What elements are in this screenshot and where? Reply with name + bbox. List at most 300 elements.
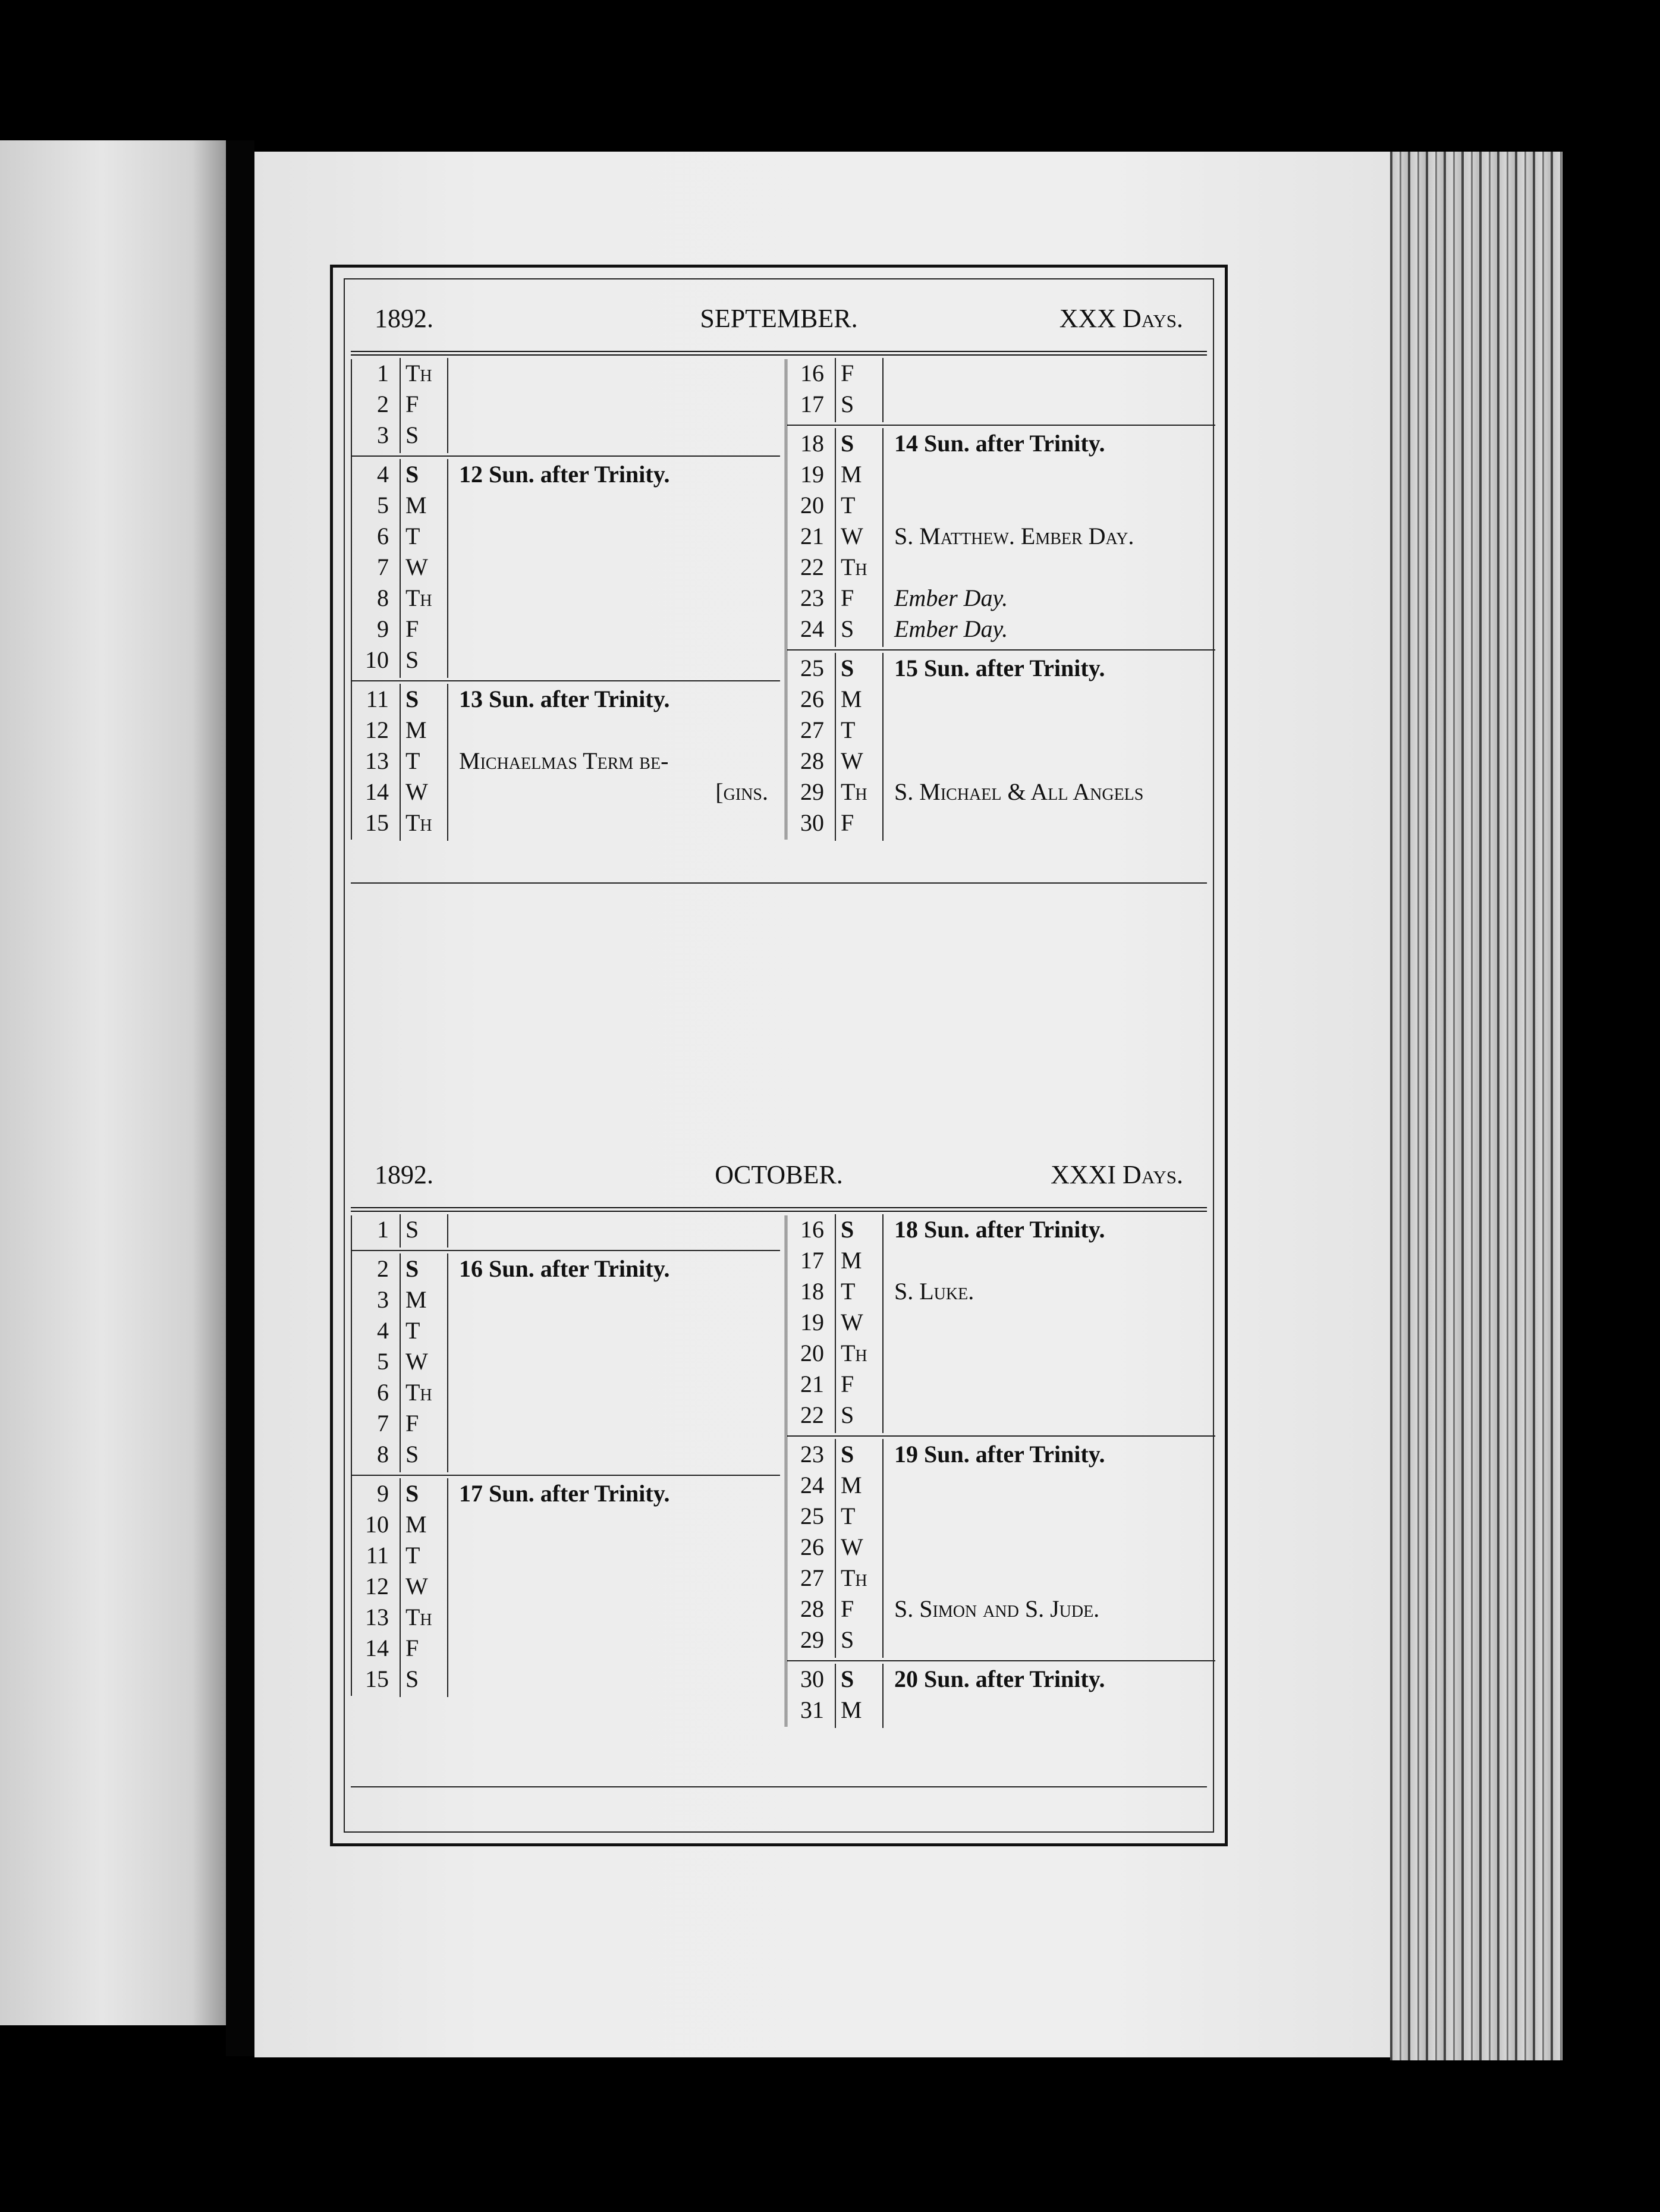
weekday-letter: T [841,1503,856,1529]
calendar-day-row [787,747,1215,778]
day-number: 10 [365,646,389,673]
weekday-letter: Th [841,778,867,805]
month-footer-rule [351,1786,1207,1787]
weekday-letter: S [405,1216,419,1243]
day-number: 21 [800,1371,824,1397]
weekday-letter: M [841,1472,862,1498]
column-divider [882,1276,884,1309]
day-number: 8 [377,1441,389,1468]
week-separator [352,1250,780,1251]
day-number: 24 [800,1472,824,1498]
day-number: 6 [377,1379,389,1406]
weekday-letter: S [405,461,419,488]
day-number: 25 [800,655,824,681]
weekday-letter: S [841,1626,854,1653]
column-divider [882,521,884,554]
day-number: 12 [365,1573,389,1600]
column-divider [882,1214,884,1248]
header-month: OCTOBER. [715,1160,843,1189]
column-divider [447,490,448,523]
day-number: 30 [800,1666,824,1692]
day-number: 14 [365,778,389,805]
column-divider [400,715,401,748]
column-divider [400,1602,401,1635]
day-number: 29 [800,778,824,805]
weekday-letter: S [405,646,419,673]
column-divider [400,1346,401,1380]
day-note: 15 Sun. after Trinity. [894,655,1105,681]
day-number: 2 [377,1255,389,1282]
column-divider [400,1253,401,1287]
calendar-day-row [352,1378,780,1409]
weekday-letter: Th [405,360,432,387]
day-number: 16 [800,1216,824,1243]
column-divider [400,420,401,453]
column-divider [400,684,401,717]
column-divider [447,1633,448,1666]
calendar-column-right [785,359,1215,840]
weekday-letter: Th [841,1340,867,1366]
header-days: XXX Days. [1059,304,1183,333]
day-number: 28 [800,747,824,774]
column-divider [882,490,884,523]
calendar-day-row [352,1479,780,1510]
day-number: 19 [800,461,824,488]
calendar-day-row [787,460,1215,491]
column-divider [400,1284,401,1318]
column-divider [400,746,401,779]
column-divider [882,684,884,717]
day-number: 3 [377,1286,389,1313]
weekday-letter: T [841,717,856,743]
column-divider [835,521,836,554]
column-divider [835,490,836,523]
calendar-day-row [787,1246,1215,1277]
column-divider [400,521,401,554]
column-divider [882,1563,884,1596]
day-number: 27 [800,1564,824,1591]
week-separator [787,1435,1215,1437]
day-number: 27 [800,717,824,743]
column-divider [835,1625,836,1658]
calendar-day-row [352,747,780,778]
column-divider [400,1664,401,1697]
day-number: 11 [366,1542,389,1569]
column-divider [882,1594,884,1627]
day-number: 23 [800,1441,824,1468]
column-divider [447,614,448,647]
day-number: 23 [800,585,824,611]
weekday-letter: T [841,1278,856,1305]
column-divider [447,807,448,841]
weekday-letter: Th [405,1379,432,1406]
column-divider [835,1369,836,1402]
weekday-letter: T [405,523,420,549]
weekday-letter: W [405,1573,428,1600]
day-number: 20 [800,1340,824,1366]
weekday-letter: M [841,461,862,488]
column-divider [447,715,448,748]
weekday-letter: M [405,717,427,743]
calendar-day-row [352,359,780,390]
day-number: 8 [377,585,389,611]
header-rule [351,1207,1207,1212]
day-note: 14 Sun. after Trinity. [894,430,1105,457]
weekday-letter: M [841,1247,862,1274]
column-divider [400,1439,401,1472]
calendar-day-row [352,778,780,809]
page-edges [1390,152,1562,2060]
day-number: 18 [800,1278,824,1305]
weekday-letter: S [405,1441,419,1468]
column-divider [835,777,836,810]
weekday-letter: Th [841,1564,867,1591]
day-number: 21 [800,523,824,549]
column-divider [447,1509,448,1542]
day-note: 20 Sun. after Trinity. [894,1666,1105,1692]
day-number: 3 [377,422,389,448]
calendar-day-row [352,716,780,747]
column-divider [400,1408,401,1441]
weekday-letter: M [841,1696,862,1723]
calendar-day-row [787,1277,1215,1308]
weekday-letter: S [841,430,854,457]
calendar-day-row [787,654,1215,685]
weekday-letter: Th [841,554,867,580]
column-divider [882,1307,884,1340]
weekday-letter: S [841,615,854,642]
calendar-day-row [787,522,1215,553]
calendar-day-row [787,1626,1215,1657]
column-divider [835,1501,836,1534]
column-divider [835,459,836,492]
day-note: Ember Day. [894,615,1008,642]
calendar-day-row [352,1286,780,1316]
column-divider [835,684,836,717]
weekday-letter: W [405,554,428,580]
column-divider [835,1532,836,1565]
weekday-letter: F [405,615,419,642]
header-month: SEPTEMBER. [700,304,858,333]
calendar-day-row [352,615,780,646]
column-divider [400,1377,401,1410]
weekday-letter: W [841,747,863,774]
calendar-day-row [787,1471,1215,1502]
day-note-continuation: [gins. [715,778,768,805]
calendar-frame [330,265,1228,1846]
day-number: 31 [800,1696,824,1723]
day-number: 15 [365,809,389,836]
column-divider [835,614,836,647]
column-divider [882,1695,884,1728]
column-divider [400,490,401,523]
column-divider [882,428,884,461]
weekday-letter: S [405,686,419,712]
column-divider [882,389,884,422]
calendar-day-row [352,1572,780,1603]
weekday-letter: S [841,1216,854,1243]
column-divider [447,1571,448,1604]
column-divider [400,777,401,810]
month-header [351,1142,1207,1207]
day-note: Michaelmas Term be- [459,747,669,774]
weekday-letter: M [841,686,862,712]
day-number: 4 [377,1317,389,1344]
weekday-letter: F [841,1595,854,1622]
column-divider [835,552,836,585]
week-separator [352,1475,780,1476]
day-number: 28 [800,1595,824,1622]
day-number: 26 [800,686,824,712]
day-number: 22 [800,554,824,580]
column-divider [447,1439,448,1472]
column-divider [882,777,884,810]
column-divider [447,1540,448,1573]
weekday-letter: S [841,391,854,417]
calendar-column-left [351,359,780,840]
weekday-letter: F [405,1635,419,1661]
day-number: 12 [365,717,389,743]
weekday-letter: S [841,1666,854,1692]
calendar-grid [351,359,1207,882]
calendar-day-row [787,1502,1215,1533]
calendar-day-row [352,1665,780,1696]
weekday-letter: M [405,1286,427,1313]
day-note: 18 Sun. after Trinity. [894,1216,1105,1243]
weekday-letter: W [841,1534,863,1560]
column-divider [400,1509,401,1542]
week-separator [787,649,1215,651]
day-number: 4 [377,461,389,488]
month-october [351,1142,1207,1787]
weekday-letter: T [405,747,420,774]
calendar-day-row [787,553,1215,584]
day-number: 10 [365,1511,389,1538]
calendar-day-row [787,390,1215,421]
calendar-day-row [352,1215,780,1246]
column-divider [400,645,401,678]
day-number: 6 [377,523,389,549]
column-divider [835,358,836,391]
calendar-day-row [352,685,780,716]
column-divider [447,1346,448,1380]
week-separator [352,680,780,681]
weekday-letter: W [405,1348,428,1375]
column-divider [400,1214,401,1248]
column-divider [447,459,448,492]
calendar-day-row [787,1440,1215,1471]
day-number: 17 [800,391,824,417]
column-divider [835,1664,836,1697]
calendar-day-row [787,1215,1215,1246]
column-divider [882,746,884,779]
column-divider [882,614,884,647]
day-number: 1 [377,360,389,387]
column-divider [447,1478,448,1512]
calendar-day-row [787,1533,1215,1564]
calendar-day-row [787,1401,1215,1432]
column-divider [835,1594,836,1627]
weekday-letter: M [405,1511,427,1538]
calendar-day-row [787,778,1215,809]
column-divider [447,645,448,678]
day-number: 7 [377,554,389,580]
weekday-letter: Th [405,809,432,836]
calendar-day-row [352,491,780,522]
column-divider [400,1478,401,1512]
column-divider [400,389,401,422]
calendar-day-row [352,1510,780,1541]
calendar-column-left [351,1215,780,1696]
column-divider [447,552,448,585]
day-number: 16 [800,360,824,387]
day-number: 14 [365,1635,389,1661]
calendar-day-row [352,584,780,615]
column-divider [835,746,836,779]
weekday-letter: S [405,422,419,448]
column-divider [400,1571,401,1604]
weekday-letter: W [841,1309,863,1336]
calendar-day-row [352,809,780,840]
day-number: 13 [365,1604,389,1630]
day-number: 20 [800,492,824,519]
column-divider [835,1563,836,1596]
column-divider [882,1439,884,1472]
day-number: 15 [365,1666,389,1692]
column-divider [447,684,448,717]
column-divider [400,1315,401,1349]
column-divider [400,358,401,391]
month-header [351,285,1207,351]
day-number: 2 [377,391,389,417]
day-number: 29 [800,1626,824,1653]
calendar-day-row [352,1347,780,1378]
day-number: 1 [377,1216,389,1243]
column-divider [882,552,884,585]
column-divider [447,389,448,422]
weekday-letter: W [405,778,428,805]
column-divider [447,1315,448,1349]
column-divider [447,1377,448,1410]
column-divider [835,1338,836,1371]
day-number: 9 [377,615,389,642]
day-note: 17 Sun. after Trinity. [459,1480,670,1507]
weekday-letter: S [405,1480,419,1507]
day-note: S. Simon and S. Jude. [894,1595,1100,1622]
calendar-day-row [787,1665,1215,1696]
day-number: 18 [800,430,824,457]
column-divider [882,807,884,841]
calendar-day-row [352,522,780,553]
calendar-day-row [352,1255,780,1286]
calendar-grid [351,1215,1207,1786]
weekday-letter: Th [405,585,432,611]
column-divider [882,715,884,748]
column-divider [835,389,836,422]
column-divider [835,1695,836,1728]
weekday-letter: F [841,809,854,836]
calendar-day-row [787,1564,1215,1595]
weekday-letter: F [405,391,419,417]
weekday-letter: F [841,1371,854,1397]
week-separator [352,455,780,457]
column-divider [882,1501,884,1534]
header-rule [351,351,1207,356]
day-note: 12 Sun. after Trinity. [459,461,670,488]
day-number: 25 [800,1503,824,1529]
day-number: 5 [377,1348,389,1375]
weekday-letter: M [405,492,427,519]
calendar-day-row [352,553,780,584]
column-divider [835,1470,836,1503]
column-divider [447,1253,448,1287]
weekday-letter: F [841,585,854,611]
day-note: 13 Sun. after Trinity. [459,686,670,712]
column-divider [447,358,448,391]
calendar-day-row [787,615,1215,646]
weekday-letter: S [841,1441,854,1468]
column-divider [400,459,401,492]
column-divider [835,428,836,461]
calendar-day-row [352,1603,780,1634]
header-year: 1892. [375,1160,433,1189]
calendar-day-row [352,646,780,677]
day-number: 19 [800,1309,824,1336]
weekday-letter: Th [405,1604,432,1630]
week-separator [787,1660,1215,1661]
column-divider [882,583,884,616]
column-divider [882,1245,884,1278]
weekday-letter: W [841,523,863,549]
day-note: S. Luke. [894,1278,974,1305]
calendar-day-row [787,716,1215,747]
column-divider [400,583,401,616]
column-divider [835,1214,836,1248]
calendar-day-row [787,1308,1215,1339]
weekday-letter: F [841,360,854,387]
calendar-day-row [352,390,780,421]
calendar-day-row [787,1595,1215,1626]
weekday-letter: S [841,1402,854,1428]
day-number: 26 [800,1534,824,1560]
header-days: XXXI Days. [1051,1160,1183,1189]
column-divider [835,1276,836,1309]
column-divider [882,653,884,686]
day-number: 5 [377,492,389,519]
day-note: S. Michael & All Angels [894,778,1144,805]
column-divider [835,1245,836,1278]
weekday-letter: S [841,655,854,681]
column-divider [400,1633,401,1666]
column-divider [882,1470,884,1503]
column-divider [835,653,836,686]
day-note: 19 Sun. after Trinity. [894,1441,1105,1468]
day-number: 22 [800,1402,824,1428]
column-divider [882,1338,884,1371]
weekday-letter: T [405,1317,420,1344]
calendar-day-row [787,1696,1215,1727]
calendar-day-row [787,429,1215,460]
calendar-day-row [352,421,780,452]
column-divider [400,552,401,585]
column-divider [447,420,448,453]
column-divider [447,746,448,779]
day-note: S. Matthew. Ember Day. [894,523,1134,549]
month-footer-rule [351,882,1207,884]
calendar-day-row [787,1370,1215,1401]
month-september [351,285,1207,884]
column-divider [400,1540,401,1573]
